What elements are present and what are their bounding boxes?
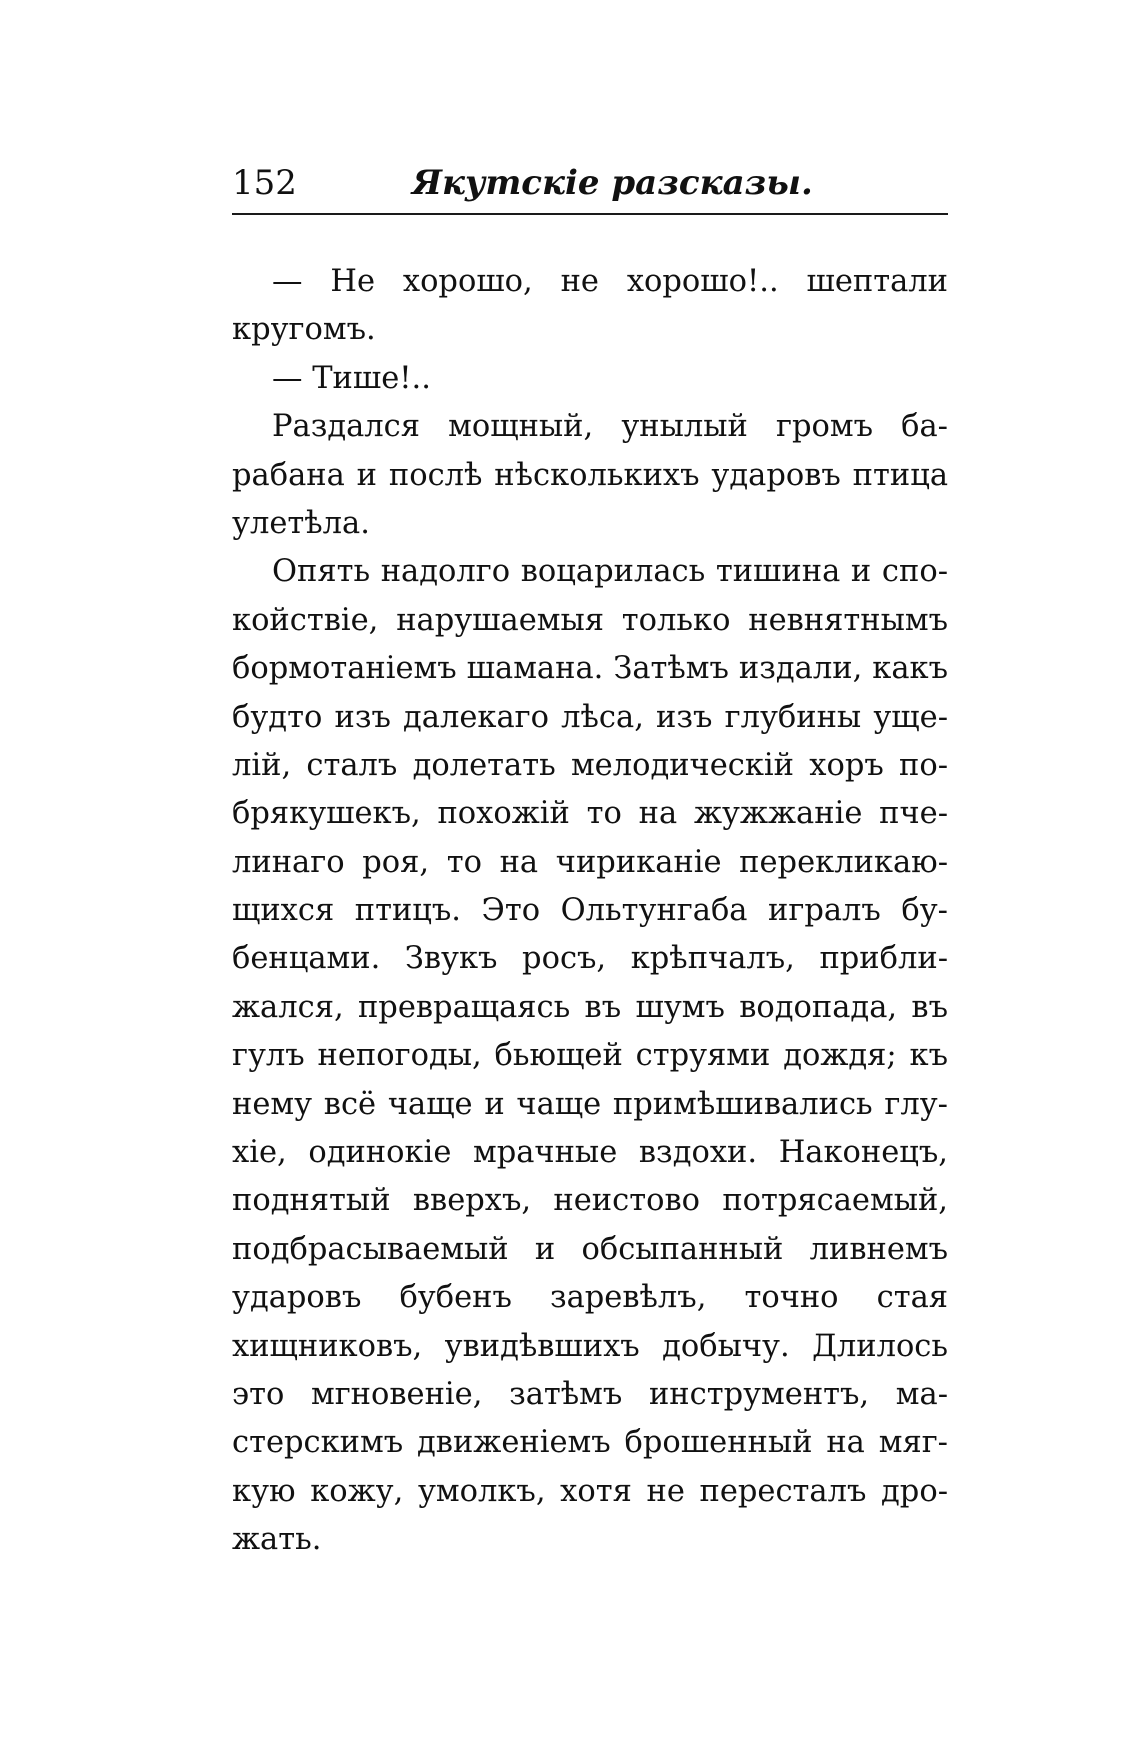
text-line: койствіе, нарушаемыя только невнятнымъ — [232, 602, 948, 638]
text-line: лій, сталъ долетать мелодическій хоръ по- — [232, 747, 948, 783]
text-line: ударовъ бубенъ заревѣлъ, точно стая — [232, 1280, 948, 1316]
text-line: кругомъ. — [232, 312, 376, 348]
text-line: это мгновеніе, затѣмъ инструментъ, ма- — [232, 1376, 948, 1412]
header-rule — [232, 213, 948, 215]
text-line: брякушекъ, похожій то на жужжаніе пче- — [232, 796, 948, 832]
text-line: бормотаніемъ шамана. Затѣмъ издали, какъ — [232, 651, 948, 687]
text-line: жался, превращаясь въ шумъ водопада, въ — [232, 989, 948, 1025]
text-line: Опять надолго воцарилась тишина и спо- — [272, 554, 948, 590]
text-line: улетѣла. — [232, 505, 370, 541]
text-line: — Тише!.. — [272, 360, 431, 396]
running-title: Якутскіе разсказы. — [412, 163, 813, 203]
page-number: 152 — [232, 163, 297, 203]
text-line: рабана и послѣ нѣсколькихъ ударовъ птица — [232, 457, 948, 493]
text-line: хищниковъ, увидѣвшихъ добычу. Длилось — [232, 1328, 948, 1364]
text-line: будто изъ далекаго лѣса, изъ глубины уще- — [232, 699, 948, 735]
body-text — [232, 258, 948, 1565]
text-line: щихся птицъ. Это Ольтунгаба игралъ бу- — [232, 893, 948, 929]
text-line: гулъ непогоды, бьющей струями дождя; къ — [232, 1038, 948, 1074]
page-header — [232, 158, 952, 208]
text-line: хіе, одинокіе мрачные вздохи. Наконецъ, — [232, 1135, 948, 1171]
text-line: поднятый вверхъ, неистово потрясаемый, — [232, 1183, 948, 1219]
text-line: нему всё чаще и чаще примѣшивались глу- — [232, 1086, 948, 1122]
text-line: подбрасываемый и обсыпанный ливнемъ — [232, 1231, 948, 1267]
text-line: стерскимъ движеніемъ брошенный на мяг- — [232, 1425, 948, 1461]
text-line: бенцами. Звукъ росъ, крѣпчалъ, прибли- — [232, 941, 948, 977]
text-line: жать. — [232, 1522, 322, 1558]
text-line: Раздался мощный, унылый громъ ба- — [272, 409, 948, 445]
text-line: линаго роя, то на чириканіе перекликаю- — [232, 844, 948, 880]
text-line: — Не хорошо, не хорошо!.. шептали — [272, 264, 948, 299]
text-line: кую кожу, умолкъ, хотя не пересталъ дро- — [232, 1473, 948, 1509]
